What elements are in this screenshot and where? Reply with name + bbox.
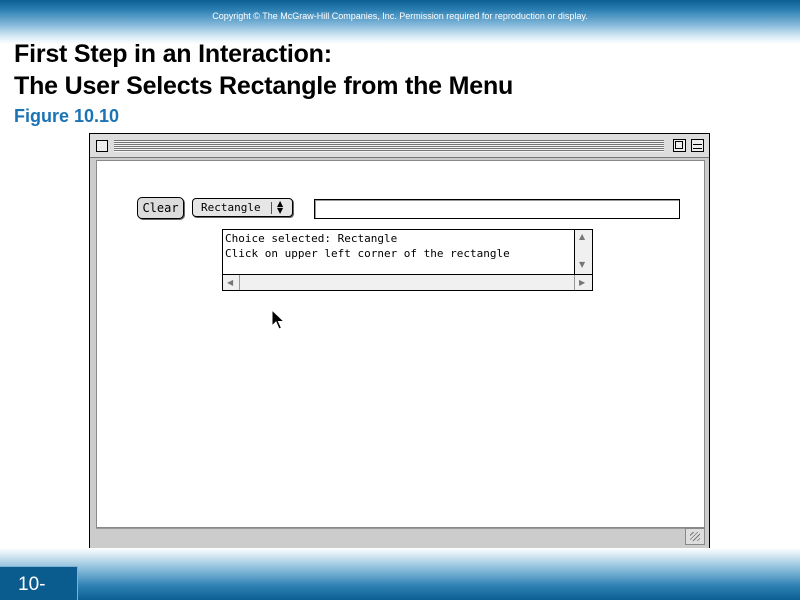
copyright-notice: Copyright © The McGraw-Hill Companies, Inc. Permission required for reproduction or display.: [212, 11, 588, 21]
applet-content-area[interactable]: [96, 160, 705, 528]
shape-menu-selected-value: Rectangle: [201, 201, 261, 214]
page-number: 10-: [18, 574, 46, 595]
scroll-right-arrow-icon[interactable]: ▶: [579, 278, 586, 287]
up-down-arrows-icon: ▲ ▼: [277, 199, 284, 215]
arrow-pointer-icon: [271, 309, 285, 331]
close-box-icon[interactable]: [96, 140, 108, 152]
message-text-area[interactable]: [222, 229, 593, 291]
horizontal-scrollbar[interactable]: [223, 274, 592, 290]
status-text-field[interactable]: [314, 199, 680, 219]
vertical-scrollbar[interactable]: [574, 230, 592, 275]
scroll-up-arrow-icon[interactable]: ▲: [579, 232, 586, 241]
popup-divider: [271, 202, 272, 214]
scroll-left-arrow-icon[interactable]: ◀: [227, 278, 234, 287]
zoom-box-icon[interactable]: [673, 139, 686, 152]
bottom-banner: [0, 548, 800, 600]
shape-popup-menu[interactable]: [192, 198, 293, 217]
message-text: [225, 231, 573, 261]
slide-title-line-2: The User Selects Rectangle from the Menu: [14, 72, 514, 100]
window-titlebar[interactable]: [90, 134, 709, 158]
message-line-2: Click on upper left corner of the rectangle: [225, 247, 510, 260]
window-bottom-bar: [96, 528, 685, 545]
applet-window: [89, 133, 710, 551]
titlebar-stripes: [114, 140, 664, 152]
scroll-down-arrow-icon[interactable]: ▼: [579, 260, 586, 269]
scroll-separator-right: [574, 275, 575, 290]
top-banner: [0, 0, 800, 44]
figure-label: Figure 10.10: [14, 106, 120, 126]
collapse-box-icon[interactable]: [691, 139, 704, 152]
message-line-1: Choice selected: Rectangle: [225, 232, 398, 245]
clear-button[interactable]: Clear: [137, 197, 184, 219]
slide-title-line-1: First Step in an Interaction:: [14, 40, 332, 68]
resize-grip-icon[interactable]: [685, 528, 705, 545]
scroll-separator-left: [239, 275, 240, 290]
